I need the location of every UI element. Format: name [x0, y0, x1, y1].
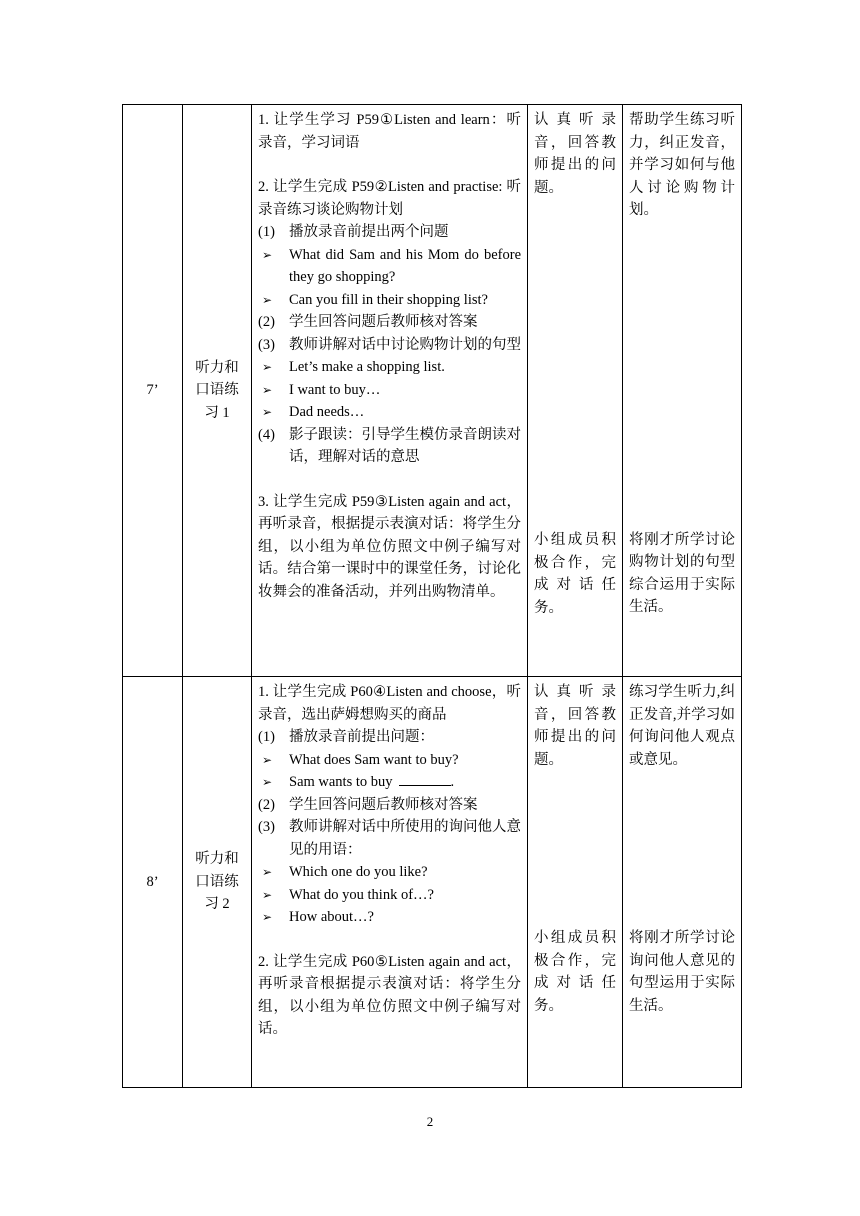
step-item: (1) 播放录音前提出两个问题 [258, 224, 449, 240]
arrow-bullet-icon: ➢ [262, 775, 273, 789]
purpose-cell [623, 677, 742, 1088]
arrow-bullet-icon: ➢ [262, 910, 273, 924]
arrow-bullet-icon: ➢ [262, 382, 273, 397]
time-cell: 8’ [123, 677, 183, 1088]
arrow-bullet-icon: ➢ [262, 752, 273, 767]
step-item: (4) 影子跟读：引导学生模仿录音朗读对话，理解对话的意思 [258, 426, 521, 465]
list-item: ➢ Let’s make a shopping list. [258, 356, 521, 379]
step-item: (2) 学生回答问题后教师核对答案 [258, 314, 478, 330]
arrow-bullet-icon: ➢ [262, 292, 273, 307]
table-row [123, 677, 742, 1088]
list-item: ➢ I want to buy… [258, 379, 521, 402]
student-activity-cell [528, 677, 623, 1088]
list-item: ➢ Can you fill in their shopping list? [258, 289, 521, 312]
activity-cell: 听力和口语练习 1 [183, 105, 252, 677]
list-item: ➢ Dad needs… [258, 401, 521, 424]
arrow-bullet-icon: ➢ [262, 887, 273, 902]
task-text: 1. 让学生学习 P59①Listen and learn：听录音，学习词语 [258, 112, 521, 151]
teacher-activity-cell [252, 105, 528, 677]
purpose-cell [623, 105, 742, 677]
list-item: ➢ How about…? [258, 906, 521, 929]
list-item: ➢ Sam wants to buy . [258, 771, 521, 794]
time-cell: 7’ [123, 105, 183, 677]
arrow-bullet-icon: ➢ [262, 360, 273, 374]
purpose-text: 练习学生听力,纠正发音,并学习如何询问他人观点或意见。 [629, 684, 735, 768]
list-item: ➢ What do you think of…? [258, 884, 521, 907]
list-item: ➢ What does Sam want to buy? [258, 749, 521, 772]
purpose-text: 将刚才所学讨论询问他人意见的句型运用于实际生活。 [629, 930, 735, 1014]
student-text: 小组成员积极合作，完成对话任务。 [534, 532, 616, 616]
arrow-bullet-icon: ➢ [262, 405, 273, 419]
student-text: 认真听录音，回答教师提出的问题。 [534, 112, 616, 196]
student-text: 认真听录音，回答教师提出的问题。 [534, 684, 616, 768]
page-number: 2 [426, 1114, 434, 1129]
table-row [123, 105, 742, 677]
step-item: (1) 播放录音前提出问题： [258, 729, 434, 745]
purpose-text: 将刚才所学讨论购物计划的句型综合运用于实际生活。 [629, 531, 735, 615]
activity-cell: 听力和口语练习 2 [183, 677, 252, 1088]
student-activity-cell [528, 105, 623, 677]
teacher-activity-cell [252, 677, 528, 1088]
lesson-plan-table [122, 104, 742, 1088]
list-item: ➢ What did Sam and his Mom do before they go shopping? [258, 244, 521, 289]
student-text: 小组成员积极合作，完成对话任务。 [534, 930, 616, 1014]
task-text: 3. 让学生完成 P59③Listen again and act，再听录音，根据提示表演对话：将学生分组，以小组为单位仿照文中例子编写对话。结合第一课时中的课堂任务，讨论化妆舞会的准备活动，并列出购物清单。 [258, 493, 521, 600]
task-text: 1. 让学生完成 P60④Listen and choose，听录音，选出萨姆想购买的商品 [258, 684, 521, 723]
step-item: (2) 学生回答问题后教师核对答案 [258, 796, 478, 813]
arrow-bullet-icon: ➢ [262, 865, 273, 879]
purpose-text: 帮助学生练习听力，纠正发音，并学习如何与他人讨论购物计划。 [629, 112, 735, 218]
arrow-bullet-icon: ➢ [262, 247, 273, 262]
step-item: (3) 教师讲解对话中所使用的询问他人意见的用语： [258, 819, 521, 858]
task-text: 2. 让学生完成 P59②Listen and practise: 听录音练习谈论购物计划 [258, 179, 521, 218]
step-item: (3) 教师讲解对话中讨论购物计划的句型 [258, 336, 521, 353]
list-item: ➢ Which one do you like? [258, 861, 521, 884]
answer-blank [399, 771, 451, 786]
task-text: 2. 让学生完成 P60⑤Listen again and act，再听录音根据提示表演对话：将学生分组，以小组为单位仿照文中例子编写对话。 [258, 953, 521, 1037]
